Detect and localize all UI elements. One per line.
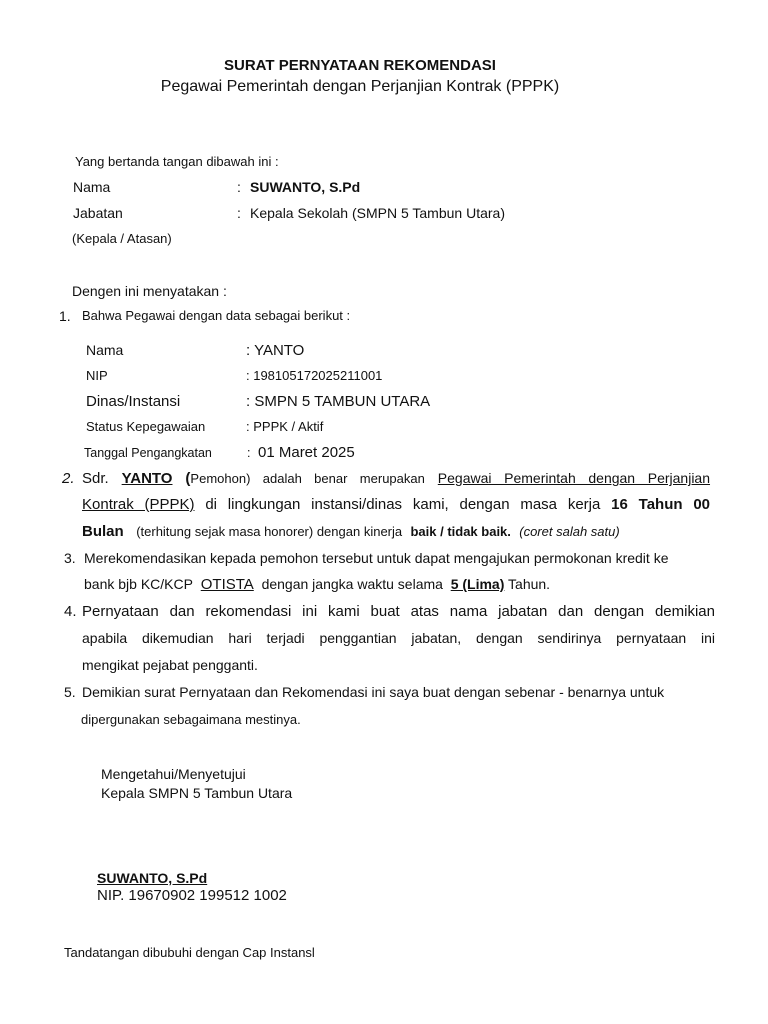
item2-applicant-name: YANTO bbox=[121, 470, 173, 487]
item2-duration-unit: Bulan bbox=[82, 523, 124, 540]
document-title: SURAT PERNYATAAN REKOMENDASI bbox=[224, 57, 496, 74]
item2-line1 bbox=[82, 470, 710, 487]
item2-line3 bbox=[82, 523, 620, 540]
employee-appointment-label: Tanggal Pengangkatan bbox=[84, 446, 212, 460]
item2-text-working-period: di lingkungan instansi/dinas kami, dengan masa kerja bbox=[205, 496, 601, 513]
item2-applicant-role: Pemohon) adalah benar merupakan bbox=[190, 471, 425, 486]
item2-number: 2. bbox=[62, 470, 75, 487]
statement-intro: Dengen ini menyatakan : bbox=[72, 283, 227, 299]
item4-line3: mengikat pejabat pengganti. bbox=[82, 657, 258, 673]
item2-pppk-underlined-1: Pegawai Pemerintah dengan Perjanjian bbox=[437, 470, 711, 486]
signer-position-label: Jabatan bbox=[73, 205, 123, 221]
item2-prefix: Sdr. bbox=[82, 470, 109, 487]
employee-agency-label: Dinas/Instansi bbox=[86, 393, 181, 410]
employee-nip-value: : 198105172025211001 bbox=[246, 368, 383, 383]
item2-pppk-underlined-2: Kontrak (PPPK) bbox=[82, 496, 195, 513]
approval-line1: Mengetahui/Menyetujui bbox=[101, 766, 246, 782]
item2-duration: 16 Tahun 00 bbox=[611, 496, 711, 513]
signer-name-sep: : bbox=[237, 179, 241, 195]
item1-text: Bahwa Pegawai dengan data sebagai berikut : bbox=[82, 308, 351, 323]
item2-performance: baik / tidak baik. bbox=[410, 524, 511, 539]
signer-intro: Yang bertanda tangan dibawah ini : bbox=[75, 154, 279, 169]
item1-number: 1. bbox=[59, 308, 71, 324]
signer-position-value: Kepala Sekolah (SMPN 5 Tambun Utara) bbox=[250, 205, 505, 221]
employee-agency-value: : SMPN 5 TAMBUN UTARA bbox=[246, 393, 431, 410]
item3-term: 5 (Lima) bbox=[450, 576, 505, 592]
item5-number: 5. bbox=[64, 684, 76, 700]
employee-status-value: : PPPK / Aktif bbox=[246, 419, 324, 434]
footer-note: Tandatangan dibubuhi dengan Cap Instansl bbox=[64, 945, 315, 960]
employee-appointment-value: 01 Maret 2025 bbox=[258, 444, 355, 461]
item2-text-performance: (terhitung sejak masa honorer) dengan kinerja bbox=[136, 524, 403, 539]
employee-appointment-sep: : bbox=[247, 446, 251, 460]
item4-line2: apabila dikemudian hari terjadi penggantian jabatan, dengan sendirinya pernyataan ini bbox=[82, 630, 715, 646]
signer-position-note: (Kepala / Atasan) bbox=[72, 231, 172, 246]
employee-status-label: Status Kepegawaian bbox=[86, 419, 206, 434]
item2-open-paren: ( bbox=[185, 470, 191, 487]
item3-term-unit: Tahun. bbox=[508, 576, 551, 592]
item3-term-text: dengan jangka waktu selama bbox=[261, 576, 443, 592]
document-subtitle: Pegawai Pemerintah dengan Perjanjian Kontrak (PPPK) bbox=[160, 78, 560, 95]
employee-name-label: Nama bbox=[86, 342, 124, 358]
employee-nip-label: NIP bbox=[86, 368, 108, 383]
signer-signature-nip: NIP. 19670902 199512 1002 bbox=[97, 887, 287, 904]
employee-name-value: : YANTO bbox=[246, 342, 305, 359]
signer-signature-name: SUWANTO, S.Pd bbox=[97, 870, 208, 886]
approval-line2: Kepala SMPN 5 Tambun Utara bbox=[101, 785, 293, 801]
item5-line1: Demikian surat Pernyataan dan Rekomendasi ini saya buat dengan sebenar - benarnya untuk bbox=[82, 684, 665, 700]
item3-line2 bbox=[84, 576, 550, 593]
item4-number: 4. bbox=[64, 603, 77, 620]
signer-name-value: SUWANTO, S.Pd bbox=[250, 179, 361, 195]
item5-line2: dipergunakan sebagaimana mestinya. bbox=[81, 712, 301, 727]
item2-line2 bbox=[82, 496, 710, 513]
item3-branch: OTISTA bbox=[200, 576, 254, 593]
item3-bank: bank bjb KC/KCP bbox=[84, 576, 193, 592]
item3-line1: Merekomendasikan kepada pemohon tersebut untuk dapat mengajukan permokonan kredit ke bbox=[84, 550, 669, 566]
signer-name-label: Nama bbox=[73, 179, 111, 195]
item4-line1: Pernyataan dan rekomendasi ini kami buat atas nama jabatan dan dengan demikian bbox=[82, 603, 715, 620]
item2-note: (coret salah satu) bbox=[519, 524, 620, 539]
item3-number: 3. bbox=[64, 550, 76, 566]
signer-position-sep: : bbox=[237, 205, 241, 221]
